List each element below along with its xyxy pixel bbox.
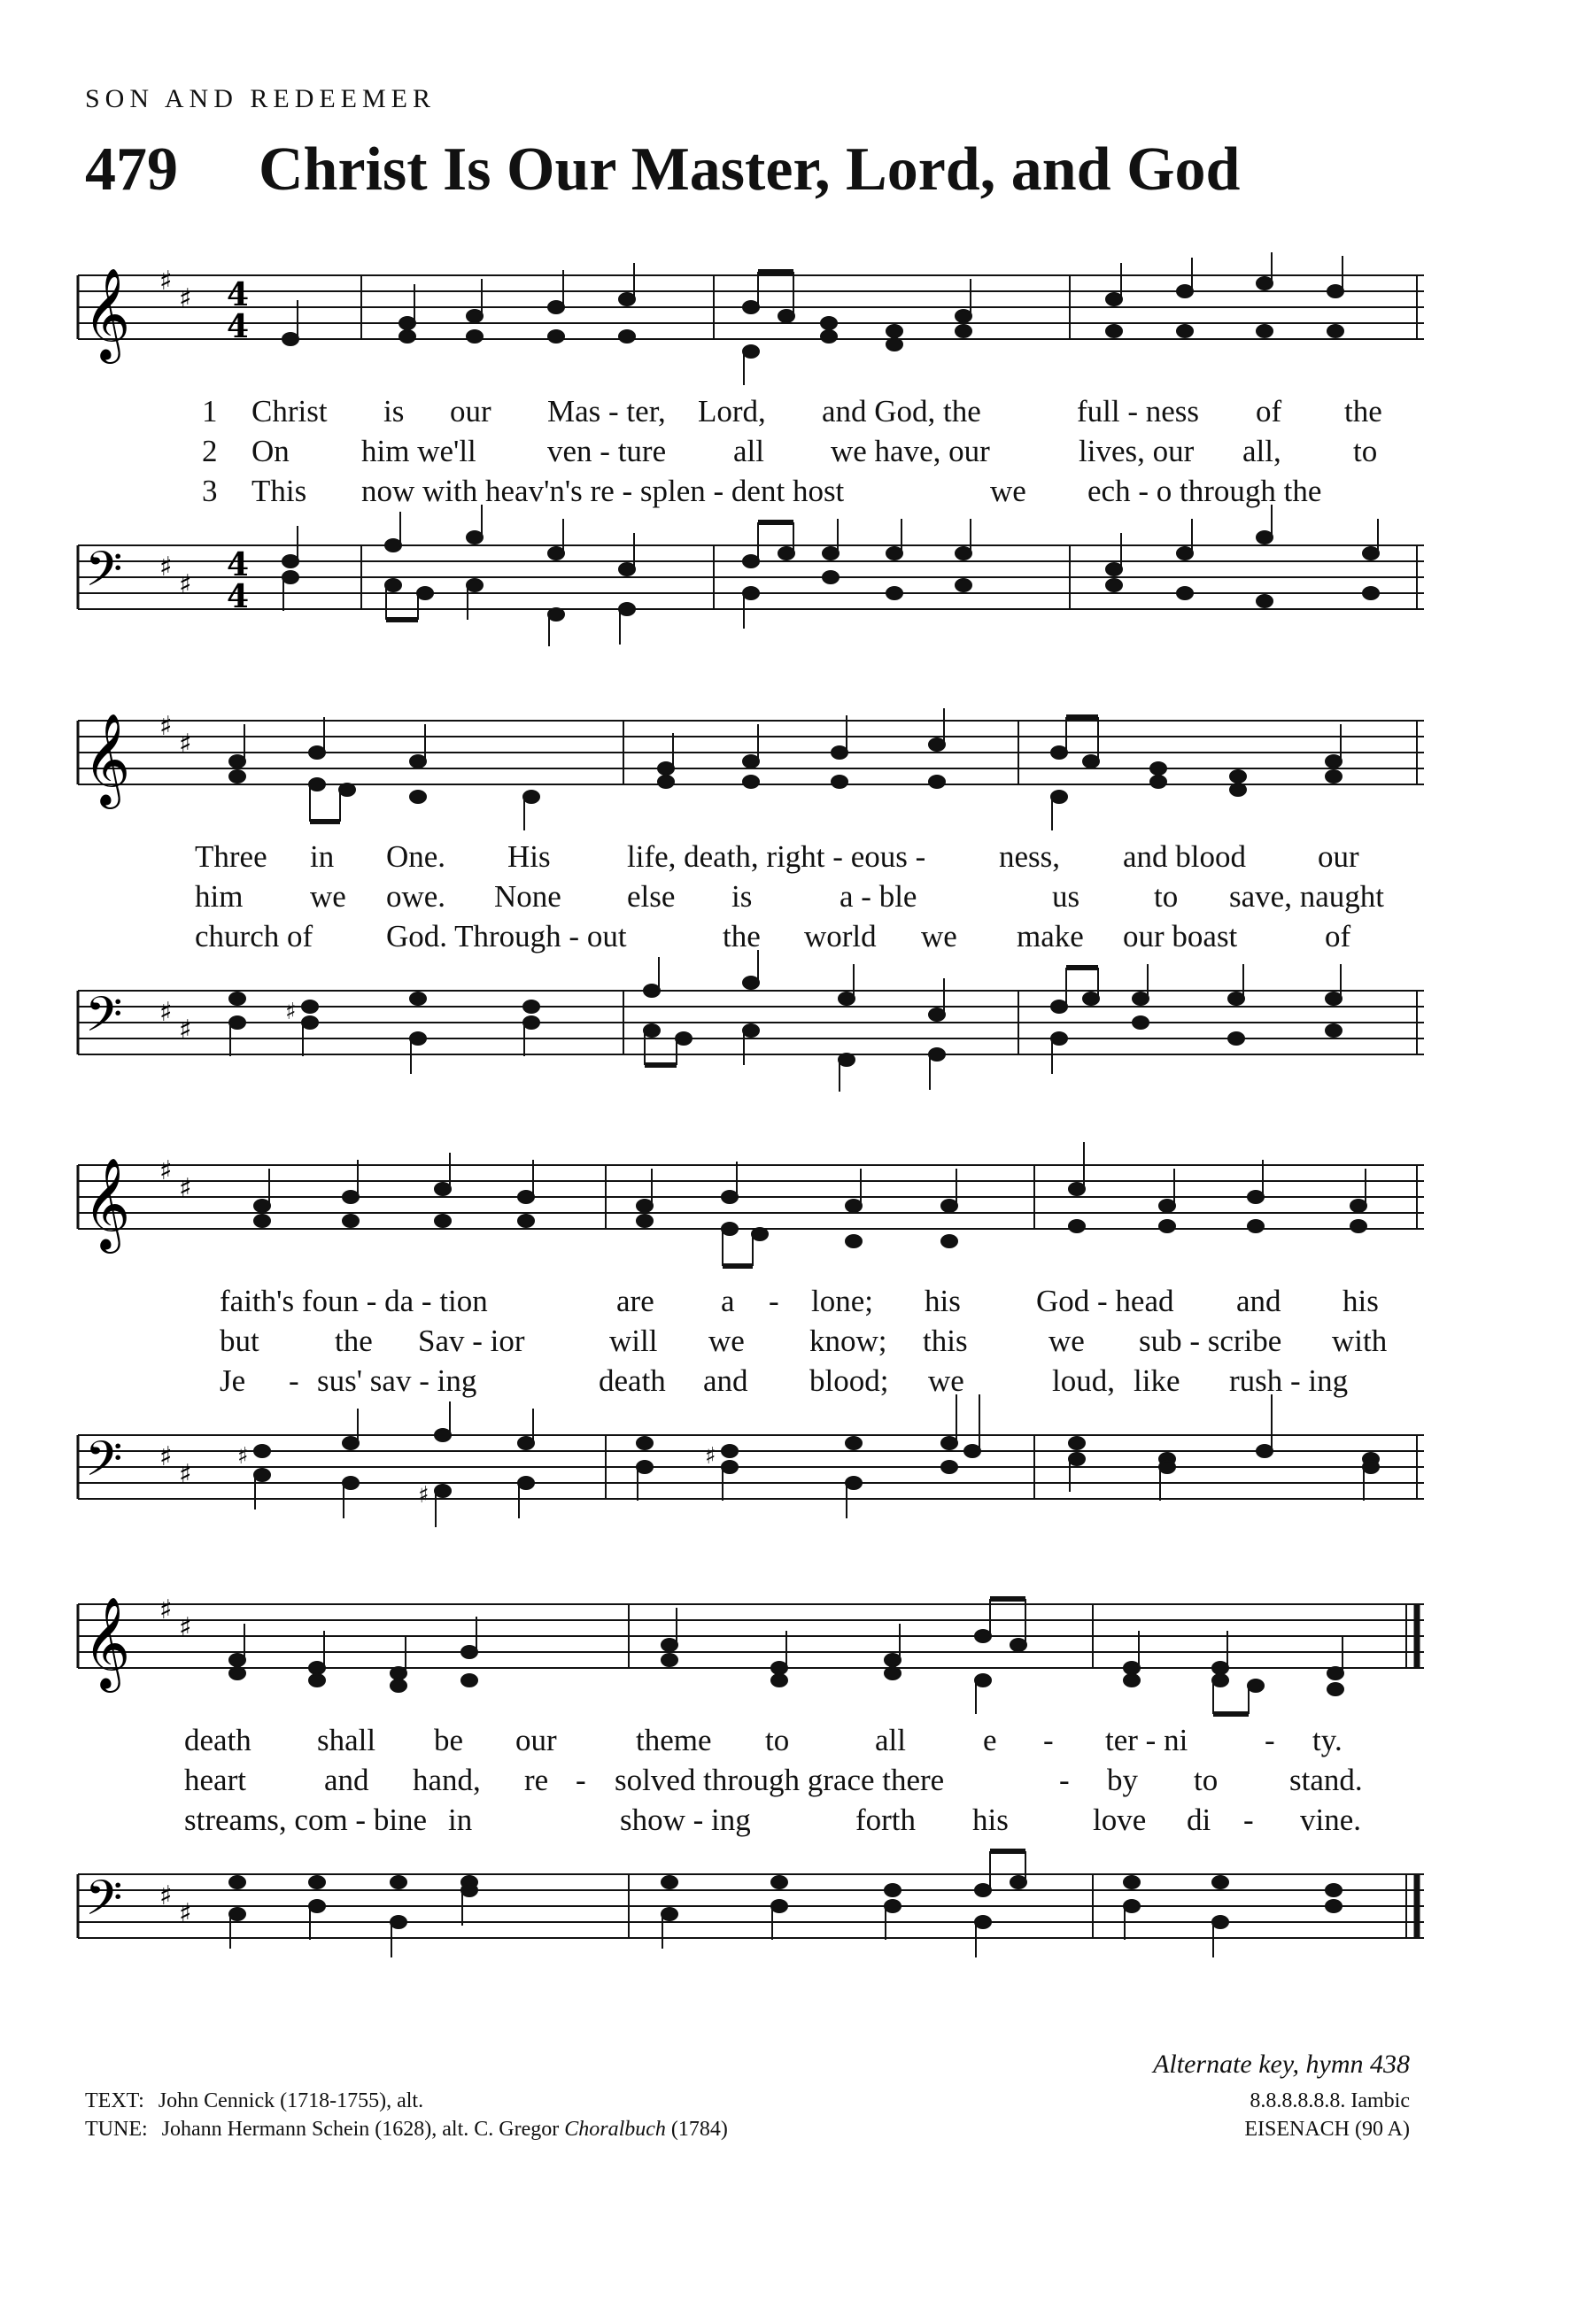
lyric-syllable: are [616, 1284, 654, 1318]
lyric-syllable: we [1048, 1324, 1085, 1358]
svg-text:♯: ♯ [159, 997, 173, 1028]
lyric-line-verse-1 [78, 839, 1424, 879]
svg-text:♯: ♯ [159, 711, 173, 742]
lyric-syllable: lives, our [1079, 434, 1195, 468]
lyric-syllable: but [220, 1324, 259, 1358]
lyric-syllable: our [450, 394, 491, 429]
lyric-line-verse-1 [78, 394, 1424, 434]
svg-text:♯: ♯ [179, 1173, 192, 1204]
lyric-syllable: ech - o through the [1087, 474, 1322, 508]
lyric-syllable: stand. [1289, 1763, 1363, 1797]
lyric-syllable: with [1332, 1324, 1388, 1358]
lyric-syllable: Three [195, 839, 267, 874]
lyric-syllable: this [923, 1324, 968, 1358]
lyric-syllable: by [1107, 1763, 1138, 1797]
svg-text:♯: ♯ [159, 1155, 173, 1186]
lyric-syllable: God - head [1036, 1284, 1174, 1318]
lyric-syllable: Christ [251, 394, 328, 429]
lyric-syllable: now with heav'n's re - splen - dent host [361, 474, 845, 508]
lyric-syllable: - [289, 1363, 299, 1398]
treble-clef-icon: 𝄞 [83, 1157, 131, 1250]
verse-number: 3 [202, 474, 218, 508]
lyric-syllable: re [524, 1763, 549, 1797]
section-label: SON AND REDEEMER [85, 84, 437, 113]
lyric-syllable: our [1318, 839, 1359, 874]
lyric-syllable: Mas - ter, [547, 394, 666, 429]
lyric-syllable: and God, the [822, 394, 981, 429]
svg-text:4: 4 [227, 546, 250, 583]
tune-credit-year: (1784) [670, 2118, 728, 2141]
lyric-syllable: solved through grace there [615, 1763, 945, 1797]
lyric-syllable: faith's foun - da - tion [220, 1284, 488, 1318]
bass-staff [78, 1412, 1424, 1525]
bass-staff-lines [78, 522, 1424, 636]
svg-text:4: 4 [227, 308, 250, 345]
lyric-syllable: we [990, 474, 1026, 508]
lyric-syllable: the [723, 919, 761, 954]
lyric-syllable: One. [386, 839, 446, 874]
svg-text:4: 4 [227, 578, 250, 615]
lyric-line-verse-2 [78, 1324, 1424, 1363]
lyric-line-verse-2 [78, 1763, 1424, 1803]
lyric-syllable: we have, our [831, 434, 990, 468]
lyric-syllable: else [627, 879, 676, 914]
svg-text:♯: ♯ [705, 1443, 716, 1470]
lyric-syllable: all [875, 1723, 906, 1757]
lyric-syllable: theme [636, 1723, 712, 1757]
lyric-syllable: show - ing [620, 1803, 751, 1837]
lyric-syllable: death [184, 1723, 251, 1757]
lyric-syllable: streams, com - bine [184, 1803, 428, 1837]
svg-text:♯: ♯ [159, 1441, 173, 1472]
bass-staff-lines [78, 968, 1424, 1081]
lyric-line-verse-2 [78, 434, 1424, 474]
bass-staff [78, 968, 1424, 1081]
lyric-syllable: church of [195, 919, 313, 954]
lyric-syllable: of [1325, 919, 1351, 954]
svg-text:♯: ♯ [159, 552, 173, 583]
lyric-syllable: to [765, 1723, 790, 1757]
lyric-syllable: This [251, 474, 307, 508]
lyric-syllable: ven - ture [547, 434, 667, 468]
lyric-syllable: Sav - ior [418, 1324, 525, 1358]
lyric-syllable: death [599, 1363, 666, 1398]
lyric-syllable: rush - ing [1229, 1363, 1349, 1398]
lyrics-block [78, 1723, 1424, 1842]
svg-text:♯: ♯ [179, 1612, 192, 1643]
svg-text:♯: ♯ [418, 1482, 429, 1509]
lyric-line-verse-2 [78, 879, 1424, 919]
svg-text:♯: ♯ [159, 1594, 173, 1625]
lyric-syllable: and blood [1123, 839, 1247, 874]
lyric-syllable: is [731, 879, 753, 914]
treble-staff-lines [78, 1142, 1424, 1255]
lyric-syllable: in [448, 1803, 473, 1837]
tune-credit-value: Johann Hermann Schein (1628), alt. C. Gregor [161, 2118, 560, 2141]
lyric-syllable: his [972, 1803, 1009, 1837]
lyric-syllable: ty. [1312, 1723, 1343, 1757]
lyric-syllable: - [1059, 1763, 1070, 1797]
lyric-syllable: him [195, 879, 244, 914]
hymn-number: 479 [85, 135, 178, 204]
lyric-syllable: - [1243, 1803, 1254, 1837]
lyric-syllable: forth [855, 1803, 917, 1837]
lyric-syllable: save, naught [1229, 879, 1384, 914]
lyric-syllable: we [708, 1324, 745, 1358]
bass-staff [78, 522, 1424, 636]
lyric-syllable: vine. [1300, 1803, 1362, 1837]
svg-text:♯: ♯ [179, 569, 192, 600]
lyric-syllable: him we'll [361, 434, 476, 468]
tune-credit-label: TUNE: [85, 2118, 148, 2141]
lyric-syllable: all, [1242, 434, 1281, 468]
lyric-line-verse-3 [78, 919, 1424, 959]
lyric-syllable: ter - ni [1105, 1723, 1188, 1757]
lyric-syllable: a [721, 1284, 735, 1318]
lyric-syllable: On [251, 434, 290, 468]
lyric-syllable: know; [809, 1324, 887, 1358]
lyric-syllable: our boast [1123, 919, 1238, 954]
lyric-syllable: None [494, 879, 561, 914]
bass-clef-icon: 𝄢 [85, 986, 123, 1054]
lyric-syllable: owe. [386, 879, 446, 914]
svg-text:♯: ♯ [159, 1880, 173, 1911]
lyric-syllable: his [925, 1284, 961, 1318]
bass-notes [229, 950, 1342, 1092]
lyric-syllable: a - ble [840, 879, 917, 914]
lyric-syllable: to [1353, 434, 1378, 468]
bass-clef-icon: 𝄢 [85, 1431, 123, 1499]
svg-text:4: 4 [227, 276, 250, 313]
svg-text:♯: ♯ [285, 999, 297, 1025]
treble-staff-lines [78, 252, 1424, 366]
treble-clef-icon: 𝄞 [83, 713, 131, 806]
lyric-syllable: of [1256, 394, 1282, 429]
svg-text:♯: ♯ [179, 1459, 192, 1490]
treble-clef-icon: 𝄞 [83, 1596, 131, 1689]
lyric-syllable: in [310, 839, 335, 874]
bass-clef-icon: 𝄢 [85, 1870, 123, 1938]
lyric-syllable: di [1187, 1803, 1211, 1837]
lyric-syllable: loud, [1052, 1363, 1115, 1398]
text-credit-label: TEXT: [85, 2089, 144, 2112]
treble-staff [78, 698, 1424, 811]
lyric-line-verse-1 [78, 1723, 1424, 1763]
bass-notes [229, 1851, 1342, 1957]
common-time-icon [227, 546, 249, 615]
lyric-syllable: - [576, 1763, 586, 1797]
verse-number: 2 [202, 434, 218, 468]
lyric-syllable: world [804, 919, 877, 954]
lyric-syllable: - [1043, 1723, 1054, 1757]
svg-text:♯: ♯ [179, 283, 192, 314]
lyric-syllable: the [1344, 394, 1382, 429]
svg-text:♯: ♯ [179, 729, 192, 760]
treble-notes [254, 1142, 1366, 1266]
lyric-syllable: full - ness [1077, 394, 1200, 429]
lyric-syllable: heart [184, 1763, 246, 1797]
lyric-syllable: like [1134, 1363, 1180, 1398]
bass-notes [237, 1394, 1379, 1527]
text-credit-value: John Cennick (1718-1755), alt. [158, 2089, 424, 2112]
treble-staff [78, 1581, 1424, 1695]
lyric-syllable: - [1265, 1723, 1275, 1757]
lyric-syllable: our [515, 1723, 557, 1757]
lyric-syllable: sus' sav - ing [317, 1363, 477, 1398]
lyrics-block [78, 839, 1424, 959]
lyric-syllable: to [1194, 1763, 1219, 1797]
lyric-syllable: and [1236, 1284, 1281, 1318]
lyric-line-verse-3 [78, 1803, 1424, 1842]
lyric-syllable: and [324, 1763, 369, 1797]
lyric-syllable: life, death, right - eous - [627, 839, 926, 874]
lyric-syllable: us [1052, 879, 1080, 914]
text-credit [85, 2089, 423, 2113]
treble-notes [282, 252, 1343, 385]
lyric-syllable: we [928, 1363, 964, 1398]
treble-notes [229, 1599, 1343, 1714]
treble-staff-lines [78, 1581, 1424, 1695]
lyric-syllable: lone; [811, 1284, 873, 1318]
bass-staff-lines [78, 1851, 1424, 1965]
treble-staff-lines [78, 698, 1424, 811]
lyric-syllable: e [983, 1723, 997, 1757]
lyric-syllable: will [609, 1324, 658, 1358]
lyric-syllable: the [335, 1324, 373, 1358]
lyric-syllable: to [1154, 879, 1179, 914]
lyrics-block [78, 394, 1424, 513]
lyric-syllable: all [733, 434, 764, 468]
svg-text:♯: ♯ [237, 1443, 249, 1470]
verse-number: 1 [202, 394, 218, 429]
lyric-syllable: hand, [413, 1763, 481, 1797]
lyric-syllable: make [1017, 919, 1084, 954]
lyric-syllable: we [921, 919, 957, 954]
lyric-syllable: be [434, 1723, 464, 1757]
tune-credit-book: Choralbuch [564, 2118, 666, 2141]
lyric-syllable: and [703, 1363, 748, 1398]
lyric-syllable: - [769, 1284, 779, 1318]
lyric-line-verse-3 [78, 1363, 1424, 1403]
lyric-syllable: sub - scribe [1139, 1324, 1282, 1358]
lyric-syllable: shall [317, 1723, 376, 1757]
alternate-key-note: Alternate key, hymn 438 [1153, 2050, 1410, 2079]
meter: 8.8.8.8.8.8. Iambic [1250, 2089, 1410, 2112]
lyrics-block [78, 1284, 1424, 1403]
lyric-syllable: His [507, 839, 551, 874]
lyric-syllable: is [383, 394, 405, 429]
lyric-syllable: God. Through - out [386, 919, 627, 954]
lyric-syllable: Lord, [698, 394, 766, 429]
tune-name: EISENACH (90 A) [1244, 2118, 1410, 2141]
svg-text:♯: ♯ [179, 1898, 192, 1929]
lyric-syllable: ness, [999, 839, 1061, 874]
svg-text:♯: ♯ [179, 1015, 192, 1046]
bass-notes [282, 505, 1379, 646]
lyric-line-verse-3 [78, 474, 1424, 513]
treble-staff [78, 252, 1424, 366]
svg-text:♯: ♯ [159, 266, 173, 297]
common-time-icon [227, 276, 249, 345]
treble-staff [78, 1142, 1424, 1255]
bass-staff [78, 1851, 1424, 1965]
hymn-title: Christ Is Our Master, Lord, and God [259, 135, 1241, 204]
lyric-syllable: we [310, 879, 346, 914]
lyric-syllable: his [1343, 1284, 1379, 1318]
tune-credit [85, 2118, 728, 2142]
lyric-line-verse-1 [78, 1284, 1424, 1324]
treble-clef-icon: 𝄞 [83, 267, 131, 360]
bass-staff-lines [78, 1412, 1424, 1525]
bass-clef-icon: 𝄢 [85, 541, 123, 609]
lyric-syllable: love [1093, 1803, 1147, 1837]
lyric-syllable: Je [220, 1363, 246, 1398]
lyric-syllable: blood; [809, 1363, 889, 1398]
